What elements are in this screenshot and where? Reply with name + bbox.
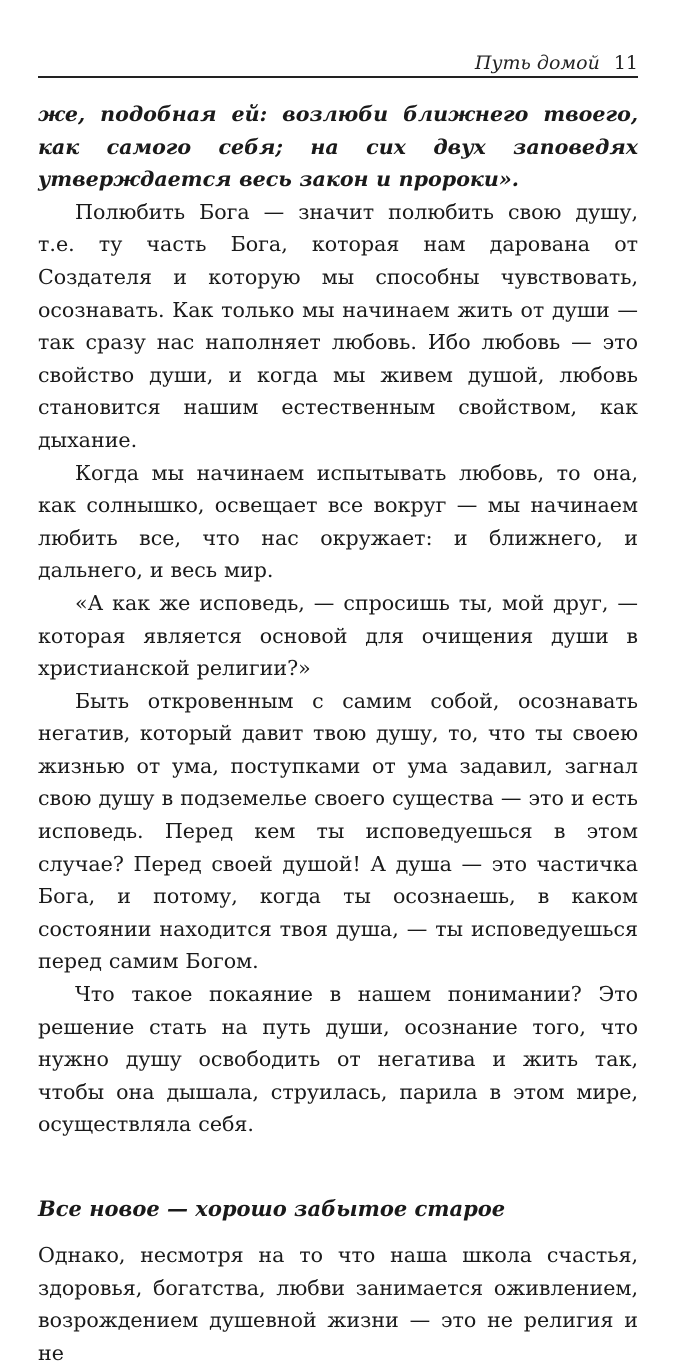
paragraph: Быть откровенным с самим собой, осознавать негатив, который давит твою душу, то, что ты своею жизнью от ума, поступками от ума задавил, загнал свою душу в подземелье своего существа — это и есть исповедь. Перед кем ты исповедуешься в этом случае? Перед своей душой! А душа — это частичка Бога, и потому, когда ты осознаешь, в каком состоянии находится твоя душа, — ты исповедуешься перед самим Богом. <box>38 688 638 974</box>
running-head-title: Путь домой <box>474 52 600 74</box>
page-number: 11 <box>613 52 638 74</box>
book-page <box>38 0 638 1365</box>
running-head <box>475 52 638 74</box>
paragraph: Когда мы начинаем испытывать любовь, то она, как солнышко, освещает все вокруг — мы начинаем любить все, что нас окружает: и ближнего, и дальнего, и весь мир. <box>38 460 638 583</box>
paragraph: Полюбить Бога — значит полюбить свою душу, т.е. ту часть Бога, которая нам дарована от Создателя и которую мы способны чувствовать, осознавать. Как только мы начинаем жить от души — так сразу нас наполняет любовь. Ибо любовь — это свойство души, и когда мы живем душой, любовь становится нашим естественным свойством, как дыхание. <box>38 199 638 452</box>
page-body <box>38 98 638 1369</box>
section-paragraph: Однако, несмотря на то что наша школа счастья, здоровья, богатства, любви занимается оживлением, возрождением душевной жизни — это не религия и не <box>38 1243 638 1365</box>
section-heading: Все новое — хорошо забытое старое <box>38 1196 506 1221</box>
quote-continuation: же, подобная ей: возлюби ближнего твоего, как самого себя; на сих двух заповедях утверждается весь закон и пророки». <box>38 102 638 192</box>
paragraph: Что такое покаяние в нашем понимании? Это решение стать на путь души, осознание того, что нужно душу освободить от негатива и жить так, чтобы она дышала, струилась, парила в этом мире, осуществляла себя. <box>38 982 638 1137</box>
header-rule <box>38 76 638 78</box>
paragraph: «А как же исповедь, — спросишь ты, мой друг, — которая является основой для очищения души в христианской религии?» <box>38 590 638 681</box>
